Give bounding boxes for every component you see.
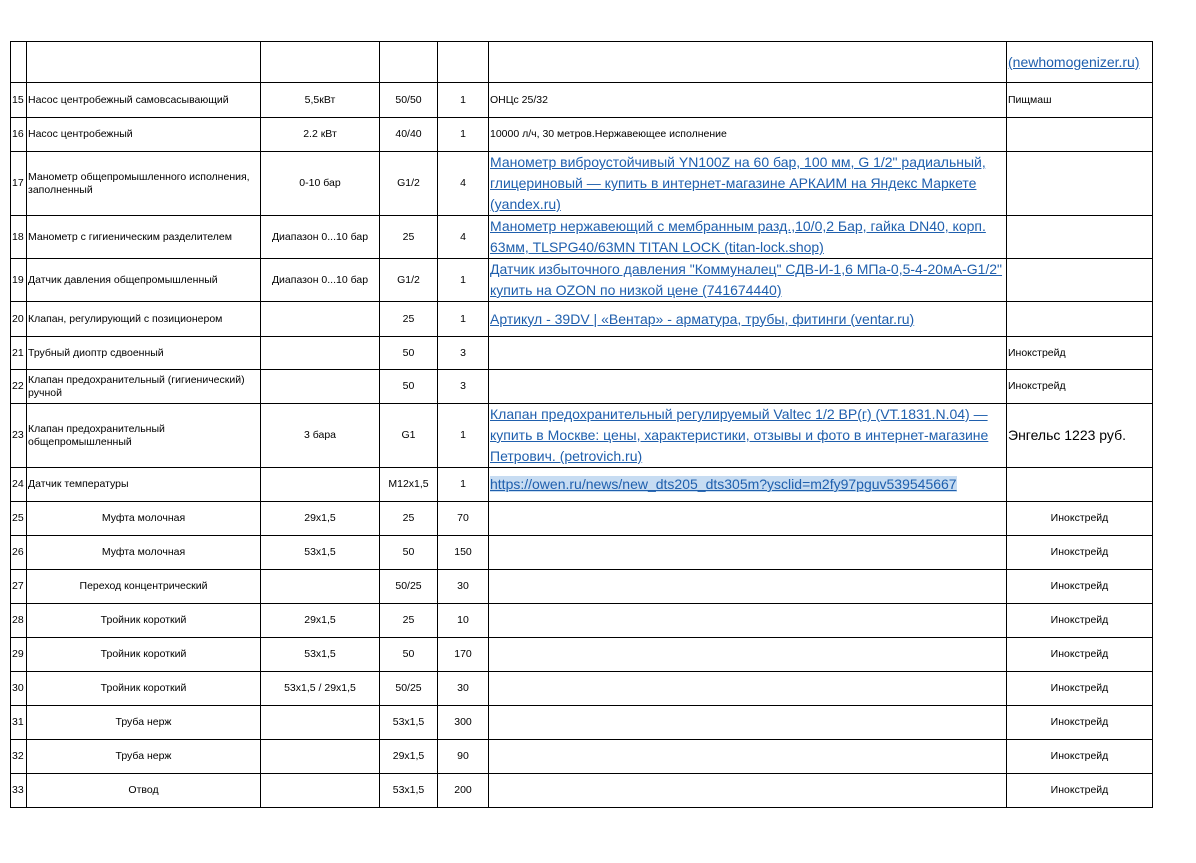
table-row — [11, 536, 1153, 570]
item-name: Труба нерж — [27, 740, 261, 774]
item-dn: 29х1,5 — [380, 740, 438, 774]
item-dn: 25 — [380, 302, 438, 337]
item-dn: 50 — [380, 536, 438, 570]
item-spec: 29х1,5 — [261, 502, 380, 536]
row-number: 20 — [11, 302, 27, 337]
item-qty: 1 — [438, 259, 489, 302]
item-supplier: Инокстрейд — [1007, 706, 1153, 740]
row-number: 26 — [11, 536, 27, 570]
item-dn: 50/25 — [380, 672, 438, 706]
item-spec — [261, 774, 380, 808]
item-supplier: Инокстрейд — [1007, 502, 1153, 536]
item-spec — [261, 468, 380, 502]
table-row — [11, 502, 1153, 536]
table-row — [11, 774, 1153, 808]
item-spec — [261, 740, 380, 774]
table-row — [11, 638, 1153, 672]
item-note — [489, 259, 1007, 302]
item-qty: 30 — [438, 570, 489, 604]
item-name: Манометр с гигиеническим разделителем — [27, 216, 261, 259]
item-dn: 50/25 — [380, 570, 438, 604]
item-name: Насос центробежный — [27, 118, 261, 152]
item-qty: 1 — [438, 118, 489, 152]
item-qty: 1 — [438, 302, 489, 337]
item-note — [489, 152, 1007, 216]
row-number: 30 — [11, 672, 27, 706]
row-number: 29 — [11, 638, 27, 672]
row-number: 17 — [11, 152, 27, 216]
item-supplier — [1007, 468, 1153, 502]
item-name: Переход концентрический — [27, 570, 261, 604]
item-note: 10000 л/ч, 30 метров.Нержавеющее исполнение — [489, 118, 1007, 152]
table-row — [11, 672, 1153, 706]
row-number: 21 — [11, 337, 27, 370]
table-row — [11, 740, 1153, 774]
product-link[interactable]: Датчик избыточного давления "Коммуналец" СДВ-И-1,6 МПа-0,5-4-20мА-G1/2" купить на OZON по низкой цене (741674440) — [490, 261, 1003, 298]
table-row — [11, 570, 1153, 604]
item-name: Тройник короткий — [27, 604, 261, 638]
item-spec — [261, 302, 380, 337]
item-dn: 50 — [380, 370, 438, 404]
item-qty: 1 — [438, 83, 489, 118]
table-row — [11, 83, 1153, 118]
item-spec — [261, 570, 380, 604]
item-name: Муфта молочная — [27, 502, 261, 536]
cell — [438, 42, 489, 83]
item-dn: 50 — [380, 337, 438, 370]
item-note: ОНЦс 25/32 — [489, 83, 1007, 118]
item-name: Клапан предохранительный общепромышленный — [27, 404, 261, 468]
item-name: Труба нерж — [27, 706, 261, 740]
table-row — [11, 152, 1153, 216]
item-qty: 4 — [438, 152, 489, 216]
row-number: 23 — [11, 404, 27, 468]
item-qty: 1 — [438, 468, 489, 502]
row-number: 22 — [11, 370, 27, 404]
item-supplier: Энгельс 1223 руб. — [1007, 404, 1153, 468]
item-note — [489, 570, 1007, 604]
item-name: Насос центробежный самовсасывающий — [27, 83, 261, 118]
item-qty: 300 — [438, 706, 489, 740]
item-spec: 53х1,5 — [261, 536, 380, 570]
table-row — [11, 468, 1153, 502]
item-qty: 4 — [438, 216, 489, 259]
row-number: 31 — [11, 706, 27, 740]
item-spec: 2.2 кВт — [261, 118, 380, 152]
table-row — [11, 42, 1153, 83]
item-note — [489, 740, 1007, 774]
item-qty: 30 — [438, 672, 489, 706]
item-supplier: Инокстрейд — [1007, 337, 1153, 370]
item-dn: 25 — [380, 604, 438, 638]
item-name: Датчик температуры — [27, 468, 261, 502]
row-number: 32 — [11, 740, 27, 774]
cell — [380, 42, 438, 83]
product-link[interactable]: https://owen.ru/news/new_dts205_dts305m?ysclid=m2fy97pguv539545667 — [490, 476, 957, 492]
item-spec — [261, 370, 380, 404]
row-number: 16 — [11, 118, 27, 152]
item-name: Муфта молочная — [27, 536, 261, 570]
item-qty: 3 — [438, 370, 489, 404]
item-qty: 1 — [438, 404, 489, 468]
item-qty: 150 — [438, 536, 489, 570]
item-name: Манометр общепромышленного исполнения, заполненный — [27, 152, 261, 216]
item-spec — [261, 337, 380, 370]
item-supplier: Инокстрейд — [1007, 774, 1153, 808]
item-supplier: Инокстрейд — [1007, 370, 1153, 404]
item-spec: 5,5кВт — [261, 83, 380, 118]
item-note — [489, 502, 1007, 536]
item-note — [489, 370, 1007, 404]
table-row — [11, 706, 1153, 740]
supplier-link[interactable]: (newhomogenizer.ru) — [1008, 53, 1140, 70]
item-supplier: Пищмаш — [1007, 83, 1153, 118]
table-row — [11, 370, 1153, 404]
item-qty: 3 — [438, 337, 489, 370]
product-link[interactable]: Манометр нержавеющий с мембранным разд.,10/0,2 Бар, гайка DN40, корп. 63мм, TLSPG40/63MN TITAN LOCK (titan-lock.shop) — [490, 218, 986, 255]
item-dn: 40/40 — [380, 118, 438, 152]
spec-table — [10, 41, 1153, 808]
item-dn: 25 — [380, 216, 438, 259]
item-name: Тройник короткий — [27, 672, 261, 706]
product-link[interactable]: Манометр виброустойчивый YN100Z на 60 бар, 100 мм, G 1/2" радиальный, глицериновый — купить в интернет-магазине АРКАИМ на Яндекс Маркете (yandex.ru) — [490, 154, 986, 212]
row-number: 28 — [11, 604, 27, 638]
item-spec: 3 бара — [261, 404, 380, 468]
item-supplier — [1007, 259, 1153, 302]
item-note — [489, 706, 1007, 740]
table-row — [11, 302, 1153, 337]
item-spec: Диапазон 0...10 бар — [261, 259, 380, 302]
item-dn: G1/2 — [380, 152, 438, 216]
item-note — [489, 536, 1007, 570]
item-spec: 0-10 бар — [261, 152, 380, 216]
item-note — [489, 404, 1007, 468]
item-name: Тройник короткий — [27, 638, 261, 672]
table-row — [11, 604, 1153, 638]
row-number: 18 — [11, 216, 27, 259]
item-qty: 10 — [438, 604, 489, 638]
item-spec: 29х1,5 — [261, 604, 380, 638]
item-spec: Диапазон 0...10 бар — [261, 216, 380, 259]
item-supplier: Инокстрейд — [1007, 570, 1153, 604]
table-row — [11, 118, 1153, 152]
item-note — [489, 638, 1007, 672]
row-number: 25 — [11, 502, 27, 536]
item-qty: 200 — [438, 774, 489, 808]
table-row — [11, 404, 1153, 468]
item-name: Датчик давления общепромышленный — [27, 259, 261, 302]
item-dn: 50 — [380, 638, 438, 672]
item-qty: 70 — [438, 502, 489, 536]
item-note — [489, 337, 1007, 370]
item-supplier: Инокстрейд — [1007, 740, 1153, 774]
item-supplier — [1007, 216, 1153, 259]
cell — [27, 42, 261, 83]
item-spec — [261, 706, 380, 740]
cell — [11, 42, 27, 83]
item-dn: 53х1,5 — [380, 706, 438, 740]
row-number: 27 — [11, 570, 27, 604]
product-link[interactable]: Артикул - 39DV | «Вентар» - арматура, трубы, фитинги (ventar.ru) — [490, 310, 915, 327]
item-spec: 53х1,5 — [261, 638, 380, 672]
cell — [1007, 42, 1153, 83]
table-row — [11, 259, 1153, 302]
table-row — [11, 337, 1153, 370]
item-note — [489, 774, 1007, 808]
item-dn: M12x1,5 — [380, 468, 438, 502]
row-number: 33 — [11, 774, 27, 808]
row-number: 15 — [11, 83, 27, 118]
item-name: Отвод — [27, 774, 261, 808]
item-note — [489, 302, 1007, 337]
product-link[interactable]: Клапан предохранительный регулируемый Valtec 1/2 ВР(г) (VT.1831.N.04) — купить в Москве: цены, характеристики, отзывы и фото в интернет-магазине Петрович. (petrovich.ru) — [490, 406, 989, 464]
item-name: Трубный диоптр сдвоенный — [27, 337, 261, 370]
item-dn: 25 — [380, 502, 438, 536]
row-number: 19 — [11, 259, 27, 302]
item-note — [489, 216, 1007, 259]
item-supplier: Инокстрейд — [1007, 604, 1153, 638]
item-supplier — [1007, 152, 1153, 216]
item-qty: 170 — [438, 638, 489, 672]
row-number: 24 — [11, 468, 27, 502]
item-note — [489, 672, 1007, 706]
item-spec: 53х1,5 / 29х1,5 — [261, 672, 380, 706]
cell — [261, 42, 380, 83]
cell — [489, 42, 1007, 83]
item-supplier: Инокстрейд — [1007, 672, 1153, 706]
item-supplier — [1007, 118, 1153, 152]
item-name: Клапан, регулирующий с позиционером — [27, 302, 261, 337]
item-dn: 50/50 — [380, 83, 438, 118]
item-name: Клапан предохранительный (гигиенический) ручной — [27, 370, 261, 404]
item-supplier — [1007, 302, 1153, 337]
item-note — [489, 468, 1007, 502]
item-dn: 53х1,5 — [380, 774, 438, 808]
table-row — [11, 216, 1153, 259]
item-qty: 90 — [438, 740, 489, 774]
item-supplier: Инокстрейд — [1007, 638, 1153, 672]
item-supplier: Инокстрейд — [1007, 536, 1153, 570]
item-dn: G1/2 — [380, 259, 438, 302]
item-note — [489, 604, 1007, 638]
item-dn: G1 — [380, 404, 438, 468]
